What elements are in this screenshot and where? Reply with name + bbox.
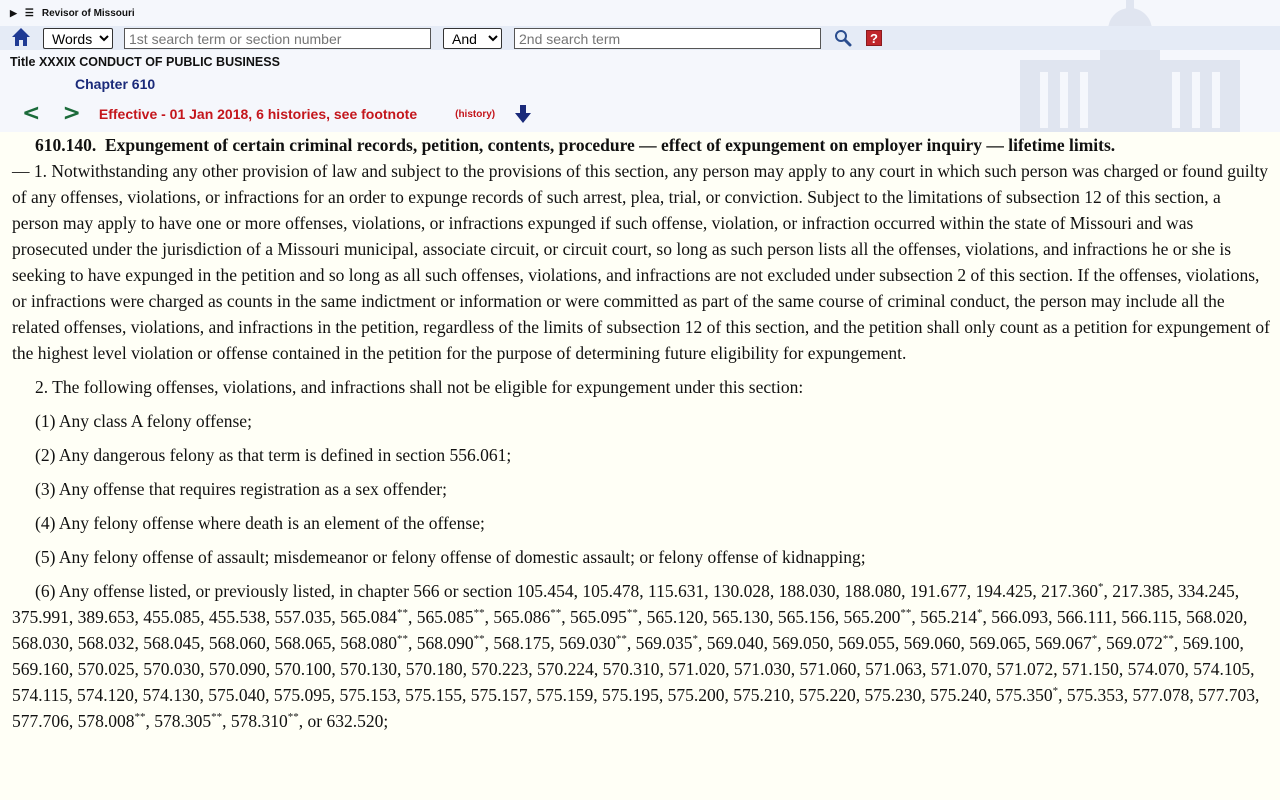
- history-link[interactable]: (history): [455, 108, 496, 120]
- statute-reference: , 569.072: [1097, 633, 1163, 653]
- list-item: [12, 578, 1270, 734]
- first-search-term-input[interactable]: [124, 28, 431, 49]
- subsection-1: — 1. Notwithstanding any other provision of law and subject to the provisions of this section, any person may apply to any court in which such person was charged or found guilty of any offenses, violations, or infractions for an order to expunge records of such arrest, plea, trial, or conviction. Subject to the limitations of subsection 12 of this section, a person may apply to have one or more offenses, violations, or infractions expunged if such offense, violation, or infraction occurred within the state of Missouri and was prosecuted under the jurisdiction of a Missouri municipal, associate circuit, or circuit court, so long as such person lists all the offenses, violations, and infractions he or she is seeking to have expunged in the petition and so long as all such offenses, violations, and infractions are not excluded under subsection 2 of this section. If the offenses, violations, or infractions were charged as counts in the same indictment or information or were committed as part of the same course of criminal conduct, the person may include all the related offenses, violations, and infractions in the petition, regardless of the limits of subsection 12 of this section, and the petition shall only count as a petition for expungement of the highest level violation or offense contained in the petition for the purpose of determining future eligibility for expungement.: [12, 161, 1270, 363]
- list-item: (1) Any class A felony offense;: [35, 411, 252, 431]
- statute-reference: , 565.086: [484, 607, 551, 627]
- footnote-marker[interactable]: **: [287, 711, 299, 724]
- statute-reference: , 565.120, 565.130, 565.156, 565.200: [637, 607, 901, 627]
- home-icon[interactable]: [11, 27, 31, 47]
- operator-select[interactable]: [443, 28, 502, 49]
- footnote-marker[interactable]: **: [397, 633, 408, 646]
- footnote-marker[interactable]: **: [473, 607, 485, 620]
- footnote-marker[interactable]: *: [1091, 633, 1098, 646]
- statute-reference: , 565.095: [561, 607, 627, 627]
- section-number: 610.140.: [35, 135, 97, 155]
- statute-reference: , 569.035: [626, 633, 693, 653]
- footnote-marker[interactable]: **: [473, 633, 485, 646]
- effective-date-link[interactable]: Effective - 01 Jan 2018, 6 histories, see footnote: [98, 106, 418, 122]
- footnote-marker[interactable]: *: [1052, 685, 1059, 698]
- footnote-marker[interactable]: *: [977, 607, 983, 620]
- statute-reference: , 575.353, 577.078, 577.703, 577.706, 578.008: [12, 685, 1260, 731]
- list-item: (2) Any dangerous felony as that term is defined in section 556.061;: [35, 445, 512, 465]
- statute-reference: (6) Any offense listed, or previously listed, in chapter 566 or section 105.454, 105.478, 115.631, 130.028, 188.030, 188.080, 191.677, 194.425, 217.360: [35, 581, 1099, 601]
- statute-reference: , 565.085: [408, 607, 474, 627]
- statute-reference: , 217.385, 334.245, 375.991, 389.653, 455.085, 455.538, 557.035, 565.084: [12, 581, 1240, 627]
- capitol-watermark: [980, 0, 1280, 132]
- list-item: (4) Any felony offense where death is an element of the offense;: [35, 513, 485, 533]
- chapter-link[interactable]: Chapter 610: [75, 76, 156, 92]
- statute-reference: , 568.090: [408, 633, 474, 653]
- footnote-marker[interactable]: **: [550, 607, 562, 620]
- statute-reference: , 578.305: [145, 711, 212, 731]
- footnote-marker[interactable]: *: [692, 633, 698, 646]
- search-mode-select[interactable]: [43, 28, 113, 49]
- app-titlebar: [10, 8, 135, 19]
- search-icon[interactable]: [834, 29, 852, 47]
- statute-reference: , 569.040, 569.050, 569.055, 569.060, 569.065, 569.067: [698, 633, 1092, 653]
- title-line: Title XXXIX CONDUCT OF PUBLIC BUSINESS: [10, 55, 280, 69]
- statute-text: [12, 132, 1270, 742]
- list-item: (3) Any offense that requires registration as a sex offender;: [35, 479, 447, 499]
- statute-reference: , 578.310: [222, 711, 288, 731]
- menu-icon[interactable]: ☰: [24, 8, 34, 19]
- statute-reference: , 566.093, 566.111, 566.115, 568.020, 568.030, 568.032, 568.045, 568.060, 568.065, 568.080: [12, 607, 1248, 653]
- app-title: Revisor of Missouri: [41, 8, 135, 19]
- footnote-marker[interactable]: *: [1098, 581, 1104, 594]
- prev-section-button[interactable]: <: [22, 101, 41, 126]
- statute-reference: , 568.175, 569.030: [484, 633, 616, 653]
- footnote-marker[interactable]: **: [397, 607, 408, 620]
- search-bar: [0, 26, 1280, 50]
- footnote-marker[interactable]: **: [134, 711, 146, 724]
- footnote-marker[interactable]: **: [900, 607, 912, 620]
- section-nav: [22, 102, 531, 126]
- footnote-marker[interactable]: **: [1162, 633, 1174, 646]
- next-section-button[interactable]: >: [62, 101, 81, 126]
- footnote-marker[interactable]: **: [626, 607, 638, 620]
- statute-reference: , 565.214: [911, 607, 977, 627]
- statute-reference: , or 632.520;: [298, 711, 389, 731]
- section-heading: [12, 132, 1270, 158]
- expand-triangle-icon[interactable]: ▶: [10, 8, 17, 18]
- statute-reference: , 569.100, 569.160, 570.025, 570.030, 570.090, 570.100, 570.130, 570.180, 570.223, 570.224, 570.310, 571.020, 571.030, 571.060, 571.063, 571.070, 571.072, 571.150, 574.070, 574.105, 574.115, 574.120, 574.130, 575.040, 575.095, 575.153, 575.155, 575.157, 575.159, 575.195, 575.200, 575.210, 575.220, 575.230, 575.240, 575.350: [12, 633, 1255, 705]
- header: [0, 0, 1280, 132]
- second-search-term-input[interactable]: [514, 28, 821, 49]
- list-item: (5) Any felony offense of assault; misdemeanor or felony offense of domestic assault; or felony offense of kidnapping;: [35, 547, 866, 567]
- footnote-marker[interactable]: **: [211, 711, 223, 724]
- subsection-2: 2. The following offenses, violations, and infractions shall not be eligible for expungement under this section:: [35, 377, 804, 397]
- down-arrow-icon[interactable]: [515, 105, 531, 123]
- help-icon[interactable]: ?: [866, 30, 882, 46]
- section-title: Expungement of certain criminal records, petition, contents, procedure — effect of expungement on employer inquiry — lifetime limits.: [105, 135, 1116, 155]
- footnote-marker[interactable]: **: [615, 633, 627, 646]
